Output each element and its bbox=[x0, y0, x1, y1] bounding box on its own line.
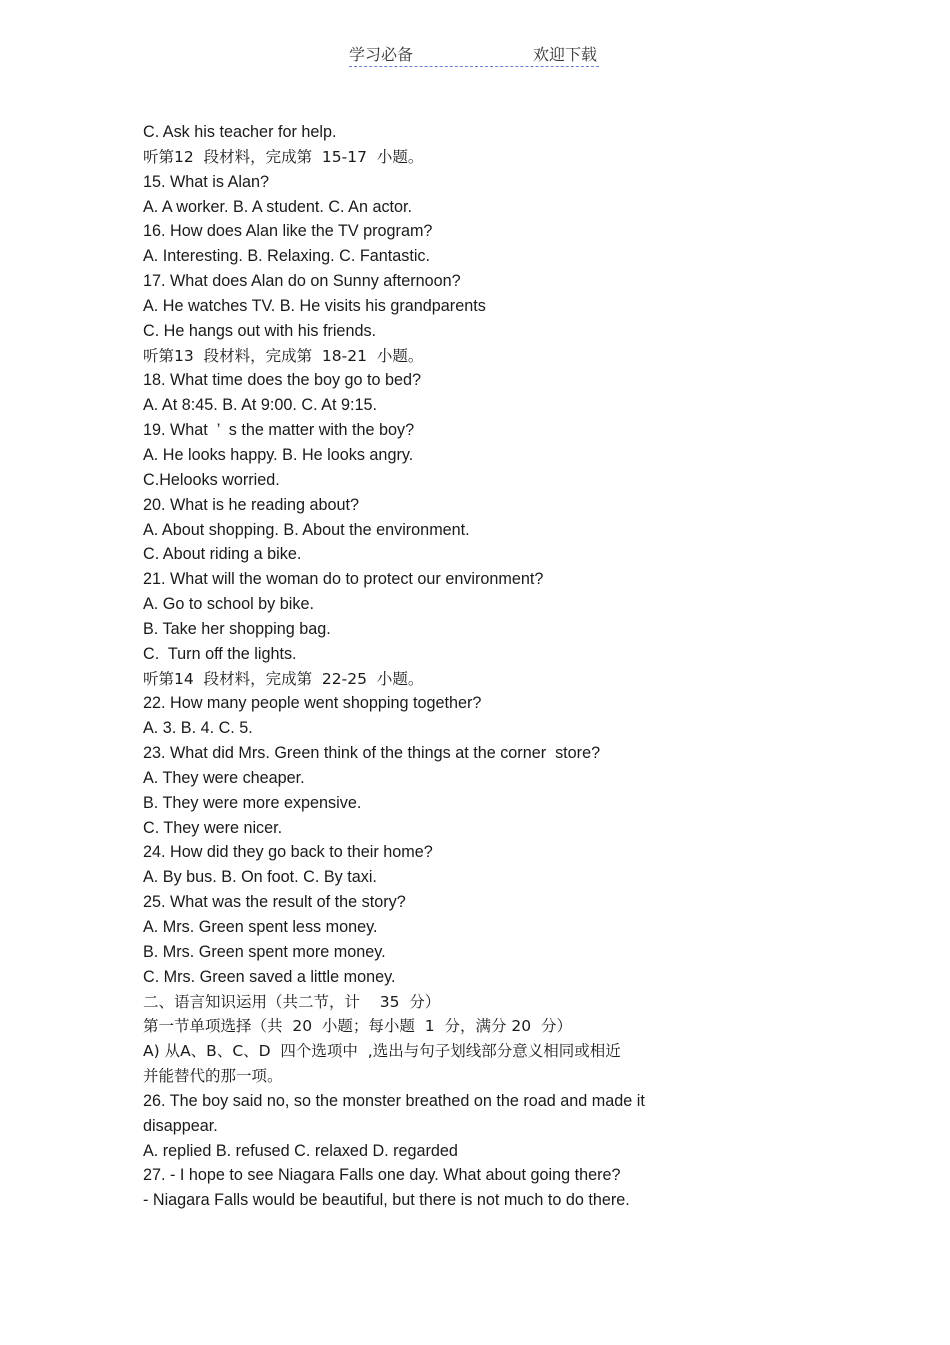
section-heading: 第一节单项选择（共 20 小题；每小题 1 分，满分 20 分） bbox=[143, 1017, 573, 1036]
answer-option: A. He looks happy. B. He looks angry. bbox=[143, 445, 414, 464]
answer-option: C. Ask his teacher for help. bbox=[143, 123, 337, 141]
answer-option: C. About riding a bike. bbox=[143, 545, 302, 564]
answer-option: A. Go to school by bike. bbox=[143, 595, 314, 614]
question-19: 19. What ’ s the matter with the boy? bbox=[143, 421, 415, 440]
document-body bbox=[143, 120, 743, 1213]
question-15: 15. What is Alan? bbox=[143, 172, 269, 191]
answer-option: C. Mrs. Green saved a little money. bbox=[143, 967, 396, 986]
answer-option: C.Helooks worried. bbox=[143, 470, 280, 489]
page-header bbox=[349, 42, 599, 67]
section-instruction: 并能替代的那一项。 bbox=[143, 1067, 283, 1086]
answer-option: C. He hangs out with his friends. bbox=[143, 321, 377, 340]
answer-option: A. 3. B. 4. C. 5. bbox=[143, 719, 253, 738]
part-heading: 二、语言知识运用（共二节，计 35 分） bbox=[143, 992, 441, 1011]
question-26-continued: disappear. bbox=[143, 1116, 218, 1135]
answer-option: A. replied B. refused C. relaxed D. regarded bbox=[143, 1141, 458, 1160]
section-instruction: 听第12 段材料，完成第 15-17 小题。 bbox=[143, 147, 424, 166]
answer-option: C. They were nicer. bbox=[143, 818, 283, 837]
section-instruction: A) 从A、B、C、D 四个选项中 ,选出与句子划线部分意义相同或相近 bbox=[143, 1042, 621, 1061]
answer-option: A. At 8:45. B. At 9:00. C. At 9:15. bbox=[143, 396, 377, 415]
question-21: 21. What will the woman do to protect our environment? bbox=[143, 570, 544, 589]
answer-option: A. About shopping. B. About the environment. bbox=[143, 520, 470, 539]
question-26: 26. The boy said no, so the monster breathed on the road and made it bbox=[143, 1091, 645, 1110]
header-left-text: 学习必备 bbox=[349, 45, 414, 64]
answer-option: C. Turn off the lights. bbox=[143, 644, 297, 663]
answer-option: A. A worker. B. A student. C. An actor. bbox=[143, 197, 413, 216]
answer-option: B. They were more expensive. bbox=[143, 793, 362, 812]
question-22: 22. How many people went shopping together? bbox=[143, 694, 482, 713]
dialogue-line: - Niagara Falls would be beautiful, but there is not much to do there. bbox=[143, 1191, 630, 1210]
answer-option: A. They were cheaper. bbox=[143, 768, 305, 787]
question-27: 27. - I hope to see Niagara Falls one day. What about going there? bbox=[143, 1166, 621, 1185]
section-instruction: 听第13 段材料，完成第 18-21 小题。 bbox=[143, 346, 424, 365]
section-instruction: 听第14 段材料，完成第 22-25 小题。 bbox=[143, 669, 424, 688]
answer-option: A. By bus. B. On foot. C. By taxi. bbox=[143, 868, 377, 887]
question-20: 20. What is he reading about? bbox=[143, 495, 359, 514]
answer-option: B. Mrs. Green spent more money. bbox=[143, 942, 386, 961]
question-17: 17. What does Alan do on Sunny afternoon? bbox=[143, 272, 461, 291]
question-23: 23. What did Mrs. Green think of the things at the corner store? bbox=[143, 744, 601, 763]
answer-option: B. Take her shopping bag. bbox=[143, 619, 331, 638]
answer-option: A. Interesting. B. Relaxing. C. Fantastic. bbox=[143, 247, 431, 266]
question-24: 24. How did they go back to their home? bbox=[143, 843, 433, 862]
answer-option: A. He watches TV. B. He visits his grandparents bbox=[143, 296, 486, 315]
answer-option: A. Mrs. Green spent less money. bbox=[143, 918, 378, 936]
question-25: 25. What was the result of the story? bbox=[143, 893, 406, 912]
question-18: 18. What time does the boy go to bed? bbox=[143, 371, 422, 390]
header-right-text: 欢迎下载 bbox=[532, 45, 597, 64]
question-16: 16. How does Alan like the TV program? bbox=[143, 222, 433, 241]
